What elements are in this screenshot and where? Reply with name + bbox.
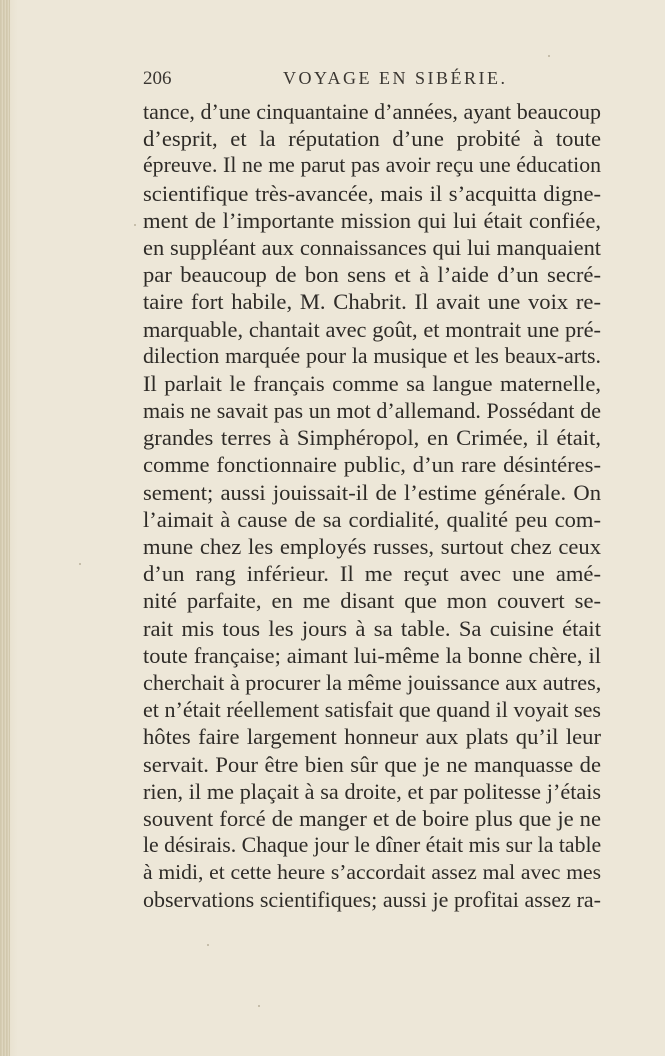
text-line: cherchait à procurer la même jouissance aux autres, [143, 669, 601, 695]
running-title: VOYAGE EN SIBÉRIE. [283, 68, 508, 88]
text-line: scientifique très-avancée, mais il s’acquitta digne- [143, 180, 601, 206]
paper-speck [134, 224, 136, 226]
text-line: hôtes faire largement honneur aux plats qu’il leur [143, 724, 601, 750]
text-line: souvent forcé de manger et de boire plus que je ne [143, 805, 601, 831]
page-header [143, 68, 601, 92]
text-line: sement; aussi jouissait-il de l’estime générale. On [143, 479, 601, 505]
text-line: ment de l’importante mission qui lui était confiée, [143, 207, 601, 233]
text-line: servait. Pour être bien sûr que je ne manquasse de [143, 751, 601, 777]
text-line: mune chez les employés russes, surtout chez ceux [143, 534, 601, 559]
body-text [143, 98, 601, 914]
text-line: taire fort habile, M. Chabrit. Il avait une voix re- [143, 289, 601, 315]
page-number: 206 [143, 68, 172, 89]
text-line: comme fonctionnaire public, d’un rare désintéres- [143, 452, 601, 478]
paper-speck [548, 55, 550, 57]
text-line: observations scientifiques; aussi je profitai assez ra- [143, 887, 601, 913]
text-line: par beaucoup de bon sens et à l’aide d’un secré- [143, 262, 601, 288]
text-line: à midi, et cette heure s’accordait assez mal avec mes [143, 860, 601, 885]
text-line: le désirais. Chaque jour le dîner était mis sur la table [143, 833, 601, 858]
text-line: Il parlait le français comme sa langue maternelle, [143, 370, 601, 396]
text-line: toute française; aimant lui-même la bonne chère, il [143, 642, 601, 668]
text-line: rien, il me plaçait à sa droite, et par politesse j’étais [143, 778, 601, 804]
text-line: d’un rang inférieur. Il me reçut avec une amé- [143, 561, 601, 587]
text-line: nité parfaite, en me disant que mon couvert se- [143, 588, 601, 614]
text-line: d’esprit, et la réputation d’une probité à toute [143, 126, 601, 152]
text-line: dilection marquée pour la musique et les beaux-arts. [143, 343, 601, 368]
paper-speck [79, 563, 81, 565]
text-line: marquable, chantait avec goût, et montrait une pré- [143, 316, 601, 342]
text-line: grandes terres à Simphéropol, en Crimée, il était, [143, 425, 601, 451]
text-line: tance, d’une cinquantaine d’années, ayant beaucoup [143, 99, 601, 124]
text-line: rait mis tous les jours à sa table. Sa cuisine était [143, 615, 601, 641]
page-gutter [0, 0, 10, 1056]
paper-speck [207, 944, 209, 946]
text-line: et n’était réellement satisfait que quand il voyait ses [143, 697, 601, 723]
text-line: l’aimait à cause de sa cordialité, qualité peu com- [143, 506, 601, 532]
text-line: mais ne savait pas un mot d’allemand. Possédant de [143, 398, 601, 424]
paper-speck [258, 1005, 260, 1007]
text-line: épreuve. Il ne me parut pas avoir reçu une éducation [143, 153, 601, 178]
text-line: en suppléant aux connaissances qui lui manquaient [143, 234, 601, 260]
